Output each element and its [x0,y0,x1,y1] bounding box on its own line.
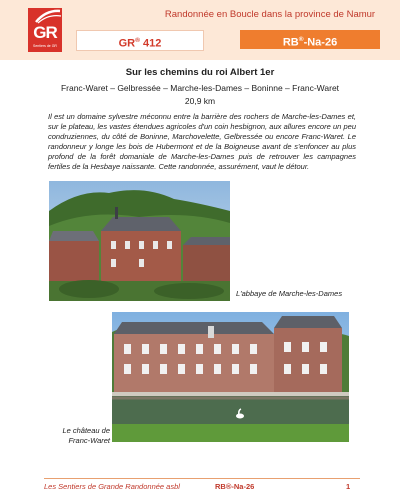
castle-photo [112,312,349,442]
abbey-caption: L'abbaye de Marche-les-Dames [236,289,343,298]
logo-text: GR [33,23,57,42]
castle-image [112,312,349,442]
logo-subtext: Sentiers de GR [33,44,57,48]
page-header [0,0,400,60]
footer-route-code: RB®-Na-26 [215,482,255,491]
castle-caption: Le château de Franc-Waret [62,426,110,445]
footer-organization: Les Sentiers de Grande Randonnée asbl [44,482,180,491]
gr-number: 412 [139,37,162,50]
rb-code: -Na-26 [303,36,338,49]
rb-label: RB [282,36,299,49]
footer-divider [44,478,360,479]
page-number: 1 [346,482,351,491]
rb-registered-mark: ® [298,36,304,43]
abbey-photo [49,181,230,301]
rb-code-box [240,30,380,49]
abbey-image [49,181,230,301]
route-distance: 20,9 km [184,96,216,106]
document-title: Sur les chemins du roi Albert 1er [125,67,275,78]
header-title: Randonnée en Boucle dans la province de Namur [164,9,376,20]
gr-number-box [76,30,204,51]
flag-icon [28,8,62,24]
gr-label: GR [118,37,136,50]
gr-registered-mark: ® [135,37,140,44]
route-description: Franc-Waret – Gelbressée – Marche-les-Dames – Boninne – Franc-Waret [60,83,340,93]
intro-paragraph: Il est un domaine sylvestre méconnu entre la barrière des rochers de Marche-les-Dames et, sur le plateau, les vastes étendues agricoles d'un coin hesbignon, aux allures encore un peu condruziennes, du côté de Boninne, Marchovelette, Gelbressée ou encore Franc-Waret. Le randonneur y longe les bois de Hubermont et de la Boigneuse avant de s'enfoncer au plus profond de la forêt domaniale de Marche-les-Dames puis de retrouver les campagnes fertiles de la Hesbaye naissante. Cette randonnée, assurément, vaut le détour. [48,112,356,171]
gr-logo [28,8,62,52]
